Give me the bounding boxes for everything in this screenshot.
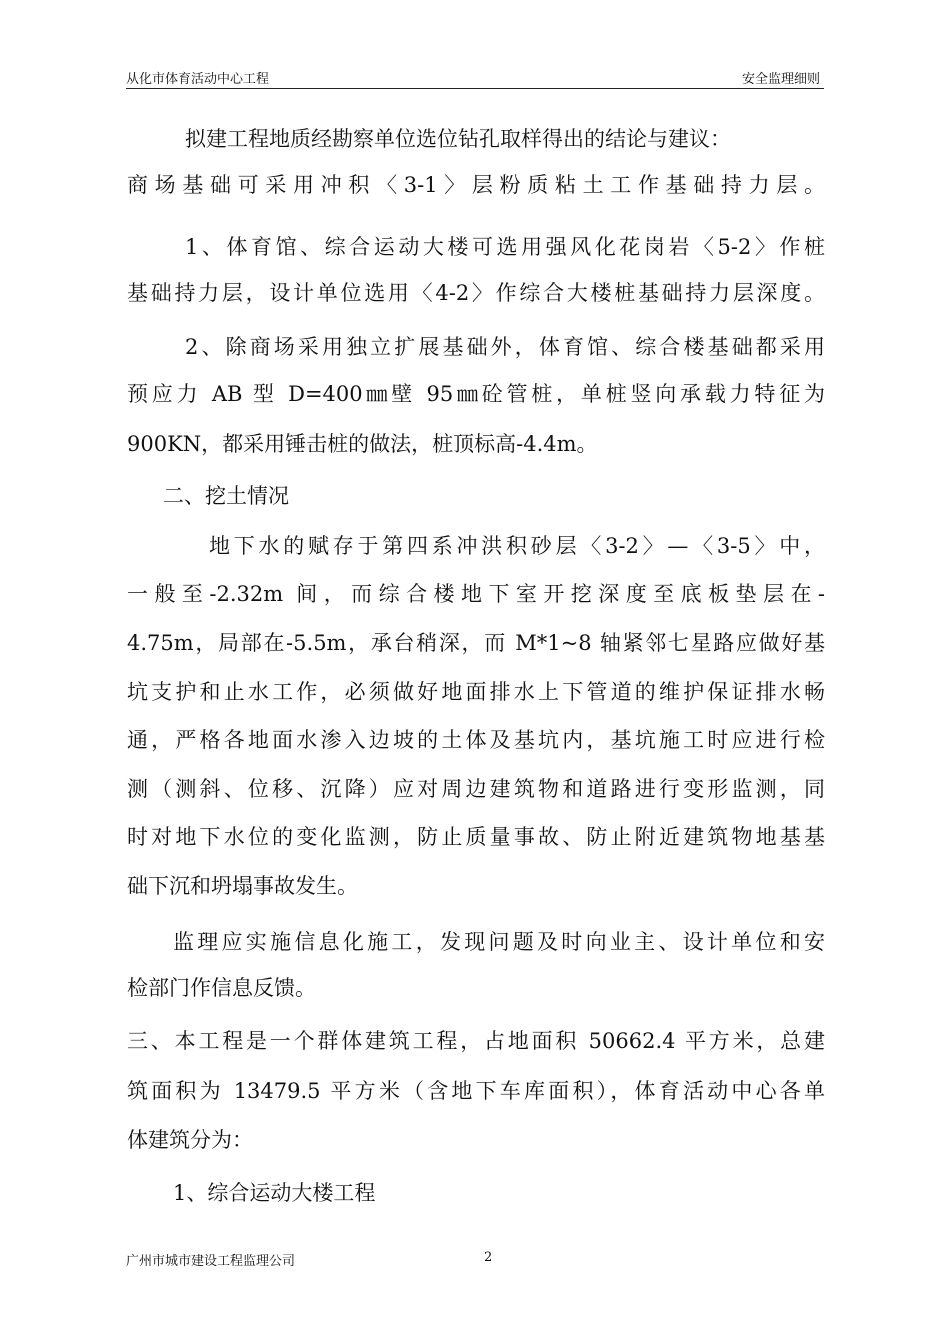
page-header: [126, 66, 824, 89]
body-line: 通，严格各地面水渗入边坡的土体及基坑内，基坑施工时应进行检: [127, 728, 825, 752]
body-line: 础下沉和坍塌事故发生。: [127, 874, 358, 898]
body-line: 拟建工程地质经勘察单位选位钻孔取样得出的结论与建议：: [185, 127, 731, 151]
body-line: 监理应实施信息化施工，发现问题及时向业主、设计单位和安: [173, 930, 825, 954]
body-line: 一般至-2.32m 间，而综合楼地下室开挖深度至底板垫层在-: [127, 582, 825, 606]
body-line: 地下水的赋存于第四系冲洪积砂层〈3-2〉—〈3-5〉中，: [209, 534, 825, 558]
section-heading: 三、本工程是一个群体建筑工程，占地面积 50662.4 平方米，总建: [127, 1029, 825, 1053]
body-line: 4.75m，局部在-5.5m，承台稍深，而 M*1~8 轴紧邻七星路应做好基: [127, 631, 825, 655]
page-number: 2: [484, 1250, 493, 1265]
body-line: 预应力 AB 型 D=400㎜壁 95㎜砼管桩，单桩竖向承载力特征为: [127, 382, 825, 406]
body-line: 1、体育馆、综合运动大楼可选用强风化花岗岩〈5-2〉作桩: [185, 235, 825, 259]
body-line: 基础持力层，设计单位选用〈4-2〉作综合大楼桩基础持力层深度。: [127, 281, 825, 305]
body-line: 坑支护和止水工作，必须做好地面排水上下管道的维护保证排水畅: [127, 680, 825, 704]
body-line: 2、除商场采用独立扩展基础外，体育馆、综合楼基础都采用: [185, 335, 825, 359]
footer-company-name: 广州市城市建设工程监理公司: [126, 1254, 296, 1269]
body-line: 体建筑分为：: [127, 1128, 253, 1152]
header-document-type: 安全监理细则: [741, 72, 820, 87]
header-project-name: 从化市体育活动中心工程: [126, 72, 270, 87]
body-line: 测（测斜、位移、沉降）应对周边建筑物和道路进行变形监测，同: [127, 777, 825, 801]
body-line: 筑面积为 13479.5 平方米（含地下车库面积），体育活动中心各单: [127, 1079, 825, 1103]
section-heading: 二、挖土情况: [163, 484, 289, 508]
body-line: 商场基础可采用冲积〈3-1〉层粉质粘土工作基础持力层。: [127, 173, 825, 197]
body-line: 时对地下水位的变化监测，防止质量事故、防止附近建筑物地基基: [127, 825, 825, 849]
body-line: 900KN，都采用锤击桩的做法，桩顶标高-4.4m。: [127, 432, 598, 456]
body-line: 检部门作信息反馈。: [127, 976, 316, 1000]
list-item: 1、综合运动大楼工程: [173, 1181, 376, 1205]
